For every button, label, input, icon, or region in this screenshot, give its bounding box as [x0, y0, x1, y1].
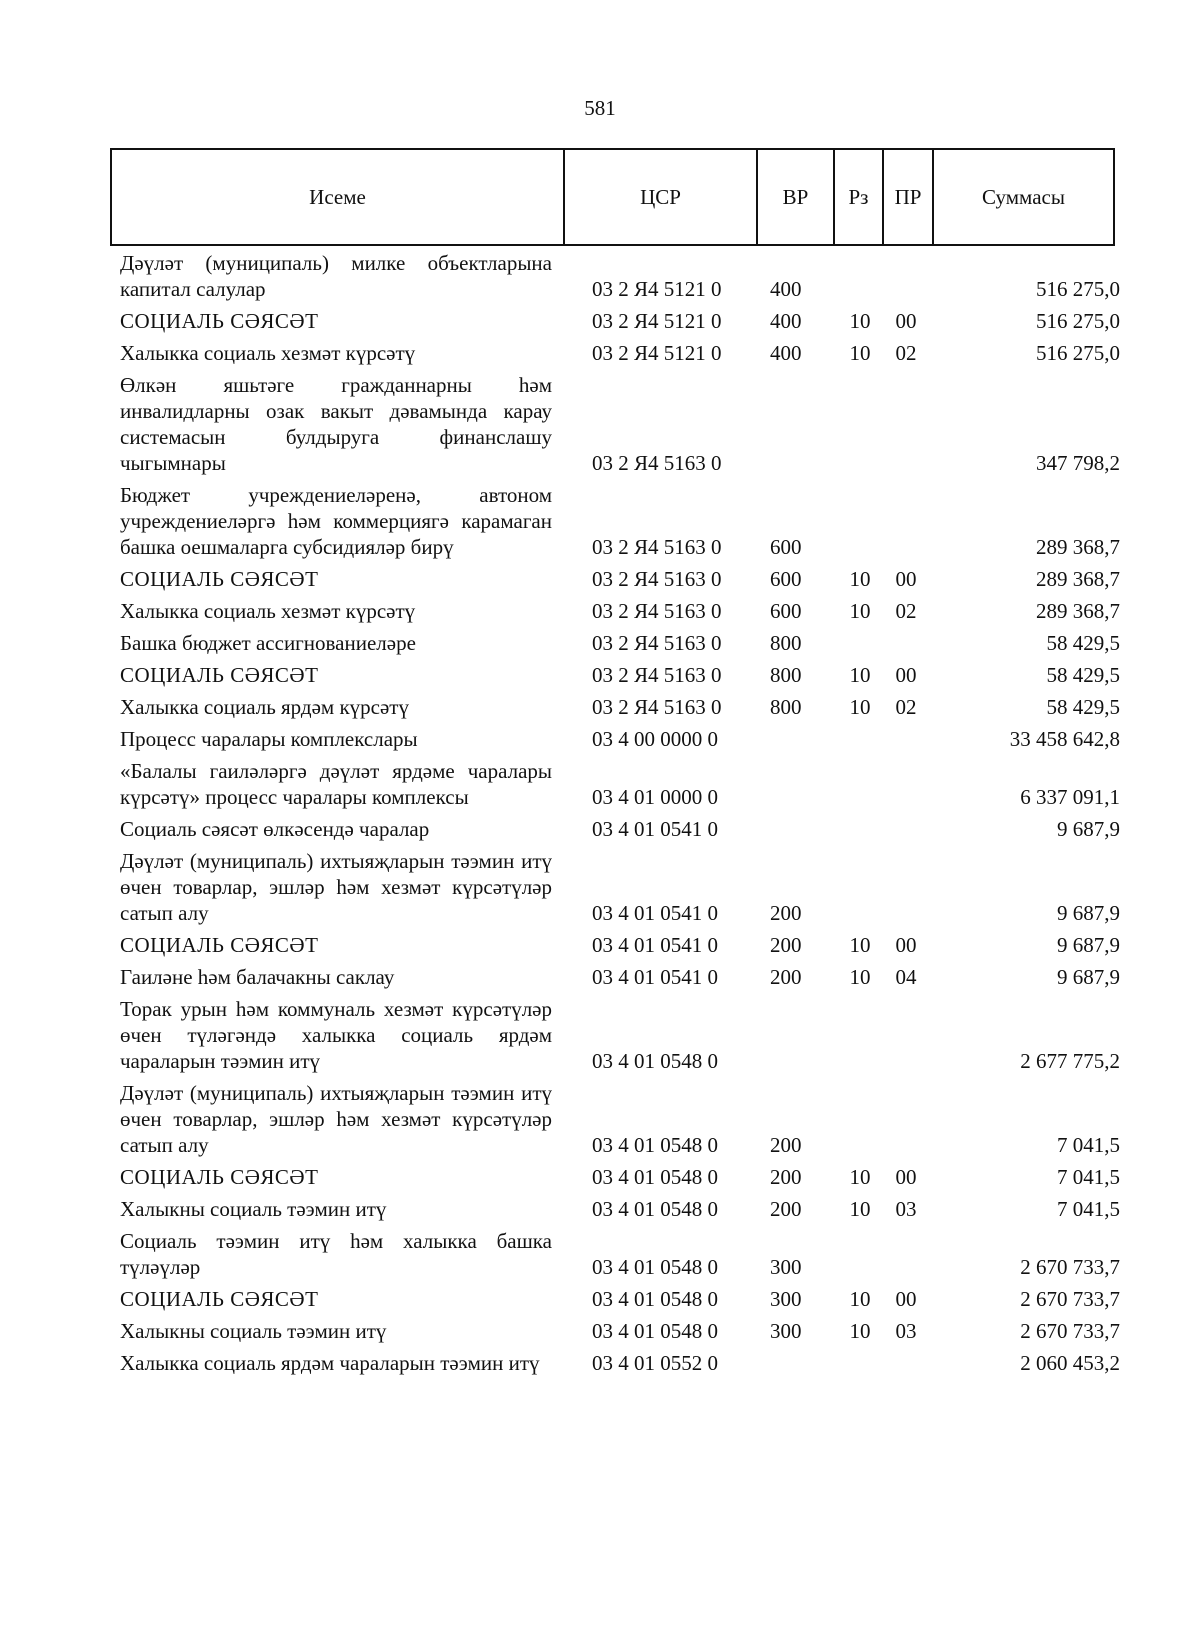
row-csr: 03 4 01 0548 0: [592, 1133, 718, 1157]
row-vr: 400: [770, 309, 802, 333]
row-pr: 00: [895, 1287, 917, 1311]
row-name: Гаиләне һәм балачакны саклау: [120, 965, 395, 989]
row-csr: 03 4 01 0548 0: [592, 1287, 718, 1311]
table-row: [120, 992, 1120, 1076]
row-name: Халыкны социаль тәэмин итү: [120, 1197, 387, 1221]
row-name: Дәүләт (муниципаль) милке объектларына капитал салулар: [120, 251, 552, 301]
table-row: [120, 1224, 1120, 1282]
row-sum: 58 429,5: [1046, 631, 1120, 655]
row-csr: 03 4 01 0548 0: [592, 1049, 718, 1073]
row-name: Халыкны социаль тәэмин итү: [120, 1319, 387, 1343]
row-sum: 2 677 775,2: [1020, 1049, 1120, 1073]
row-sum: 289 368,7: [1036, 567, 1120, 591]
table-row: [120, 812, 1120, 844]
column-header-csr: ЦСР: [565, 150, 758, 244]
row-name: Торак урын һәм коммуналь хезмәт күрсәтүләр өчен түләгәндә халыкка социаль ярдәм чараларын тәэмин итү: [120, 997, 552, 1073]
row-pr: 04: [895, 965, 917, 989]
row-csr: 03 4 01 0548 0: [592, 1197, 718, 1221]
table-row: [120, 626, 1120, 658]
table-body: [120, 246, 1120, 1378]
table-row: [120, 1346, 1120, 1378]
table-row: [120, 594, 1120, 626]
row-name: Социаль сәясәт өлкәсендә чаралар: [120, 817, 430, 841]
row-sum: 7 041,5: [1057, 1165, 1120, 1189]
row-sum: 2 670 733,7: [1020, 1255, 1120, 1279]
table-row: [120, 1314, 1120, 1346]
row-csr: 03 2 Я4 5163 0: [592, 567, 722, 591]
row-vr: 300: [770, 1287, 802, 1311]
row-rz: 10: [849, 1165, 871, 1189]
row-pr: 00: [895, 309, 917, 333]
table-row: [120, 336, 1120, 368]
row-name: СОЦИАЛЬ СӘЯСӘТ: [120, 933, 319, 957]
table-row: [120, 754, 1120, 812]
row-pr: 00: [895, 1165, 917, 1189]
row-sum: 58 429,5: [1046, 695, 1120, 719]
row-vr: 800: [770, 631, 802, 655]
row-vr: 600: [770, 599, 802, 623]
row-vr: 200: [770, 965, 802, 989]
row-sum: 58 429,5: [1046, 663, 1120, 687]
row-csr: 03 2 Я4 5163 0: [592, 695, 722, 719]
row-name: Бюджет учреждениеләренә, автоном учреждениеләргә һәм коммерциягә карамаган башка оешмаларга субсидияләр бирү: [120, 483, 552, 559]
row-csr: 03 4 00 0000 0: [592, 727, 718, 751]
row-vr: 800: [770, 695, 802, 719]
row-vr: 200: [770, 1197, 802, 1221]
row-rz: 10: [849, 599, 871, 623]
row-name: СОЦИАЛЬ СӘЯСӘТ: [120, 1287, 319, 1311]
row-pr: 03: [895, 1319, 917, 1343]
row-sum: 516 275,0: [1036, 341, 1120, 365]
row-vr: 800: [770, 663, 802, 687]
row-sum: 9 687,9: [1057, 901, 1120, 925]
row-rz: 10: [849, 1197, 871, 1221]
row-csr: 03 4 01 0541 0: [592, 933, 718, 957]
row-rz: 10: [849, 309, 871, 333]
row-csr: 03 2 Я4 5163 0: [592, 599, 722, 623]
row-sum: 289 368,7: [1036, 599, 1120, 623]
row-vr: 400: [770, 277, 802, 301]
row-pr: 00: [895, 933, 917, 957]
row-pr: 00: [895, 663, 917, 687]
row-sum: 7 041,5: [1057, 1197, 1120, 1221]
row-sum: 2 060 453,2: [1020, 1351, 1120, 1375]
row-csr: 03 2 Я4 5163 0: [592, 535, 722, 559]
row-name: «Балалы гаиләләргә дәүләт ярдәме чаралары күрсәтү» процесс чаралары комплексы: [120, 759, 552, 809]
row-sum: 33 458 642,8: [1009, 727, 1120, 751]
row-name: Өлкән яшьтәге гражданнарны һәм инвалидларны озак вакыт дәвамында карау системасын булдыруга финанслашу чыгымнары: [120, 373, 552, 475]
table-row: [120, 722, 1120, 754]
row-name: Дәүләт (муниципаль) ихтыяҗларын тәэмин итү өчен товарлар, эшләр һәм хезмәт күрсәтүләр сатып алу: [120, 1081, 552, 1157]
table-row: [120, 562, 1120, 594]
row-pr: 00: [895, 567, 917, 591]
row-pr: 03: [895, 1197, 917, 1221]
row-rz: 10: [849, 1319, 871, 1343]
row-vr: 200: [770, 1165, 802, 1189]
table-row: [120, 960, 1120, 992]
row-name: Халыкка социаль хезмәт күрсәтү: [120, 341, 416, 365]
row-csr: 03 2 Я4 5121 0: [592, 341, 722, 365]
table-row: [120, 928, 1120, 960]
row-csr: 03 2 Я4 5163 0: [592, 631, 722, 655]
row-csr: 03 4 01 0548 0: [592, 1255, 718, 1279]
row-rz: 10: [849, 1287, 871, 1311]
row-rz: 10: [849, 341, 871, 365]
column-header-rz: Рз: [835, 150, 884, 244]
column-header-name: Исеме: [112, 150, 565, 244]
row-sum: 516 275,0: [1036, 309, 1120, 333]
table-row: [120, 1282, 1120, 1314]
table-row: [120, 1160, 1120, 1192]
row-csr: 03 2 Я4 5121 0: [592, 309, 722, 333]
table-row: [120, 658, 1120, 690]
row-name: Социаль тәэмин итү һәм халыкка башка түләүләр: [120, 1229, 552, 1279]
row-csr: 03 4 01 0548 0: [592, 1319, 718, 1343]
table-row: [120, 1192, 1120, 1224]
row-sum: 347 798,2: [1036, 451, 1120, 475]
row-sum: 6 337 091,1: [1020, 785, 1120, 809]
column-header-pr: ПР: [884, 150, 934, 244]
row-vr: 400: [770, 341, 802, 365]
row-sum: 9 687,9: [1057, 817, 1120, 841]
table-row: [120, 246, 1120, 304]
row-vr: 300: [770, 1319, 802, 1343]
row-name: СОЦИАЛЬ СӘЯСӘТ: [120, 309, 319, 333]
row-csr: 03 4 01 0541 0: [592, 901, 718, 925]
page-number: 581: [584, 96, 616, 120]
table-row: [120, 304, 1120, 336]
table-row: [120, 690, 1120, 722]
row-csr: 03 2 Я4 5121 0: [592, 277, 722, 301]
row-name: СОЦИАЛЬ СӘЯСӘТ: [120, 663, 319, 687]
row-csr: 03 4 01 0541 0: [592, 965, 718, 989]
row-sum: 2 670 733,7: [1020, 1319, 1120, 1343]
row-pr: 02: [895, 695, 917, 719]
row-name: Халыкка социаль ярдәм чараларын тәэмин итү: [120, 1351, 540, 1375]
table-row: [120, 1076, 1120, 1160]
row-csr: 03 2 Я4 5163 0: [592, 663, 722, 687]
row-name: СОЦИАЛЬ СӘЯСӘТ: [120, 567, 319, 591]
table-row: [120, 368, 1120, 478]
column-header-sum: Суммасы: [982, 184, 1065, 209]
row-csr: 03 4 01 0541 0: [592, 817, 718, 841]
row-sum: 289 368,7: [1036, 535, 1120, 559]
table-header: [110, 148, 1115, 246]
row-rz: 10: [849, 933, 871, 957]
row-csr: 03 2 Я4 5163 0: [592, 451, 722, 475]
table-row: [120, 478, 1120, 562]
row-name: Халыкка социаль ярдәм күрсәтү: [120, 695, 409, 719]
row-name: Процесс чаралары комплекслары: [120, 727, 418, 751]
row-name: Халыкка социаль хезмәт күрсәтү: [120, 599, 416, 623]
row-name: СОЦИАЛЬ СӘЯСӘТ: [120, 1165, 319, 1189]
row-sum: 2 670 733,7: [1020, 1287, 1120, 1311]
row-vr: 300: [770, 1255, 802, 1279]
row-name: Башка бюджет ассигнованиеләре: [120, 631, 416, 655]
row-vr: 600: [770, 567, 802, 591]
row-csr: 03 4 01 0552 0: [592, 1351, 718, 1375]
table-row: [120, 844, 1120, 928]
row-pr: 02: [895, 599, 917, 623]
column-header-vr: ВР: [758, 150, 835, 244]
row-rz: 10: [849, 663, 871, 687]
row-pr: 02: [895, 341, 917, 365]
row-rz: 10: [849, 567, 871, 591]
row-vr: 200: [770, 1133, 802, 1157]
row-csr: 03 4 01 0548 0: [592, 1165, 718, 1189]
row-vr: 200: [770, 901, 802, 925]
row-sum: 9 687,9: [1057, 933, 1120, 957]
row-sum: 7 041,5: [1057, 1133, 1120, 1157]
row-rz: 10: [849, 965, 871, 989]
row-name: Дәүләт (муниципаль) ихтыяҗларын тәэмин итү өчен товарлар, эшләр һәм хезмәт күрсәтүләр сатып алу: [120, 849, 552, 925]
row-sum: 516 275,0: [1036, 277, 1120, 301]
row-rz: 10: [849, 695, 871, 719]
row-vr: 200: [770, 933, 802, 957]
row-vr: 600: [770, 535, 802, 559]
row-csr: 03 4 01 0000 0: [592, 785, 718, 809]
row-sum: 9 687,9: [1057, 965, 1120, 989]
